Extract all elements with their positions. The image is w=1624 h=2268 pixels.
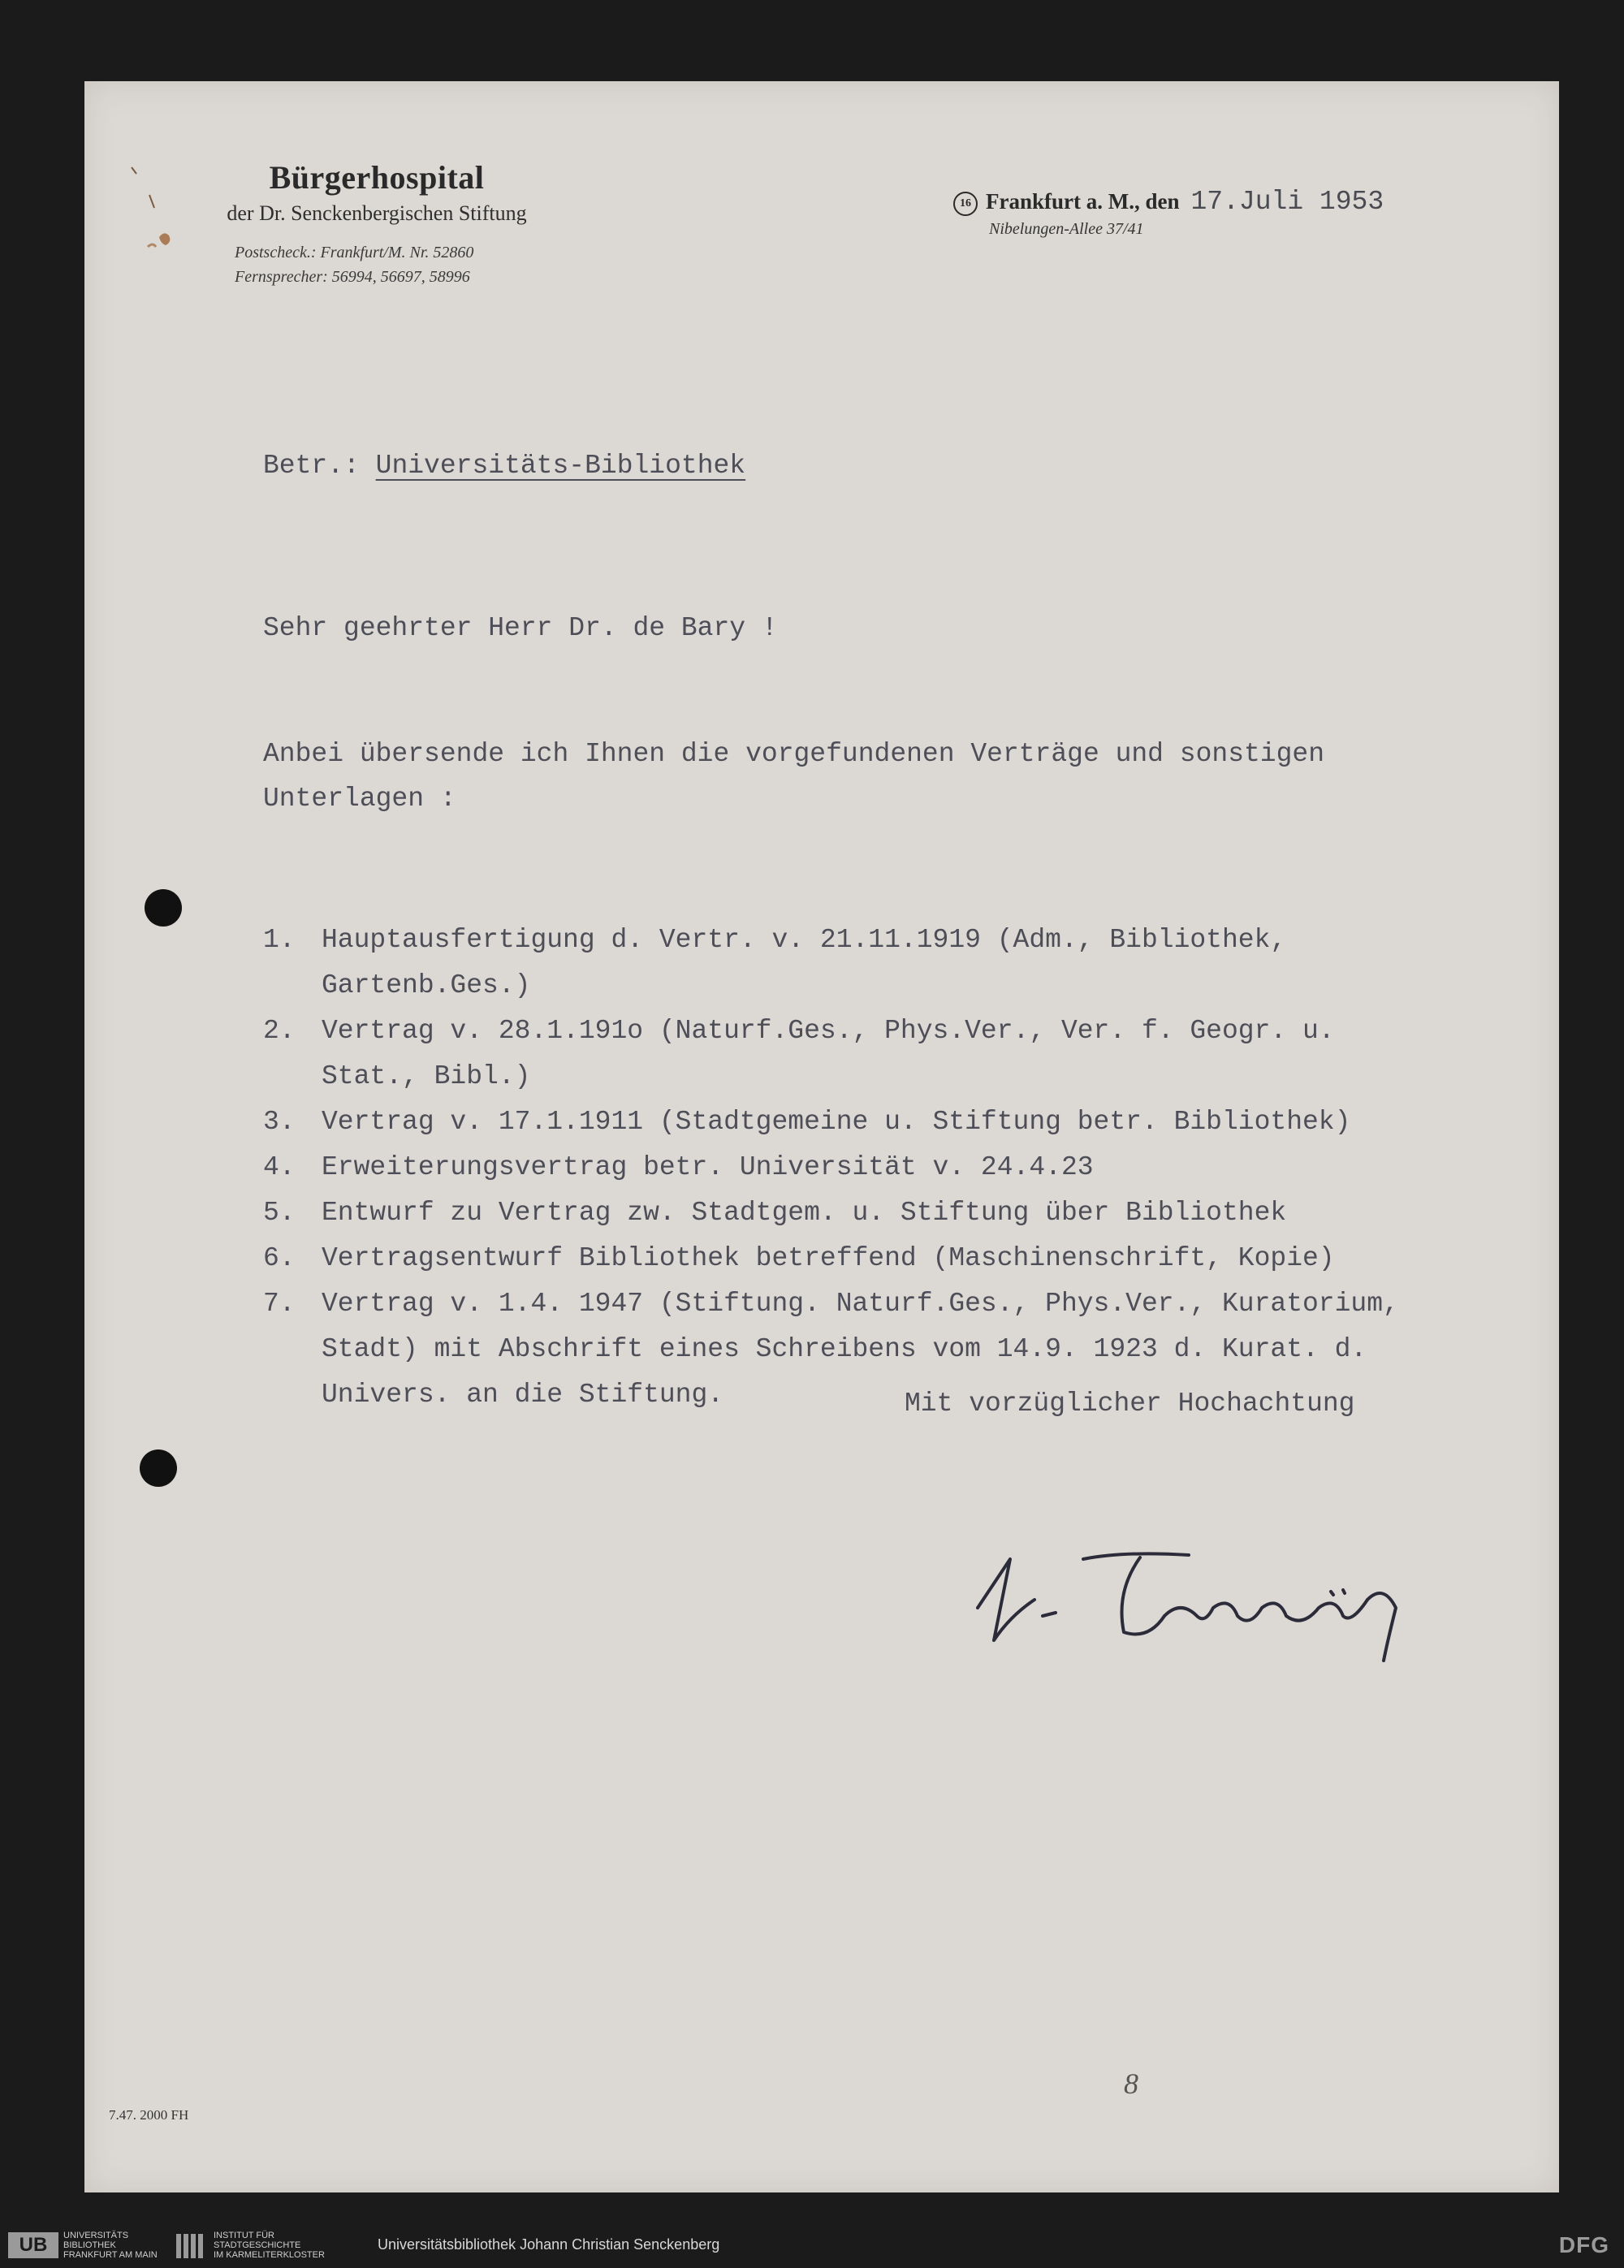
list-item — [263, 918, 1399, 1009]
intro-line-2: Unterlagen : — [263, 784, 456, 814]
intro-line-1: Anbei übersende ich Ihnen die vorgefundenen Verträge und sonstigen — [263, 739, 1325, 769]
item-number: 4. — [263, 1152, 296, 1182]
item-text-cont: Stadt) mit Abschrift eines Schreibens vom 14.9. 1923 d. Kurat. d. — [322, 1334, 1367, 1364]
organization-name: Bürgerhospital — [269, 159, 485, 196]
closing: Mit vorzüglicher Hochachtung — [905, 1389, 1355, 1419]
item-text-cont: Univers. an die Stiftung. — [322, 1380, 724, 1410]
item-number: 3. — [263, 1107, 296, 1137]
street-address: Nibelungen-Allee 37/41 — [989, 220, 1144, 238]
list-item — [263, 1009, 1399, 1099]
page-number: 8 — [1124, 2067, 1138, 2100]
item-number: 6. — [263, 1243, 296, 1273]
item-number: 7. — [263, 1289, 296, 1319]
enclosure-list — [263, 918, 1399, 1418]
item-text: Vertragsentwurf Bibliothek betreffend (Maschinenschrift, Kopie) — [322, 1243, 1335, 1273]
item-text: Vertrag v. 28.1.191o (Naturf.Ges., Phys.Ver., Ver. f. Geogr. u. — [322, 1016, 1335, 1046]
dfg-logo: DFG — [1558, 2232, 1609, 2257]
punch-hole — [140, 1449, 177, 1487]
item-text: Entwurf zu Vertrag zw. Stadtgem. u. Stiftung über Bibliothek — [322, 1198, 1287, 1228]
item-number: 5. — [263, 1198, 296, 1228]
isg-logo-text — [214, 2231, 325, 2260]
letterhead-place-date — [953, 187, 1522, 239]
isg-logo-mark — [175, 2231, 207, 2260]
punch-hole — [145, 889, 182, 927]
list-item — [263, 1145, 1399, 1190]
item-text: Vertrag v. 1.4. 1947 (Stiftung. Naturf.Ges., Phys.Ver., Kuratorium, — [322, 1289, 1399, 1319]
ub-logo — [8, 2229, 162, 2262]
ub-logo-line: BIBLIOTHEK — [63, 2240, 116, 2250]
item-text-cont: Stat., Bibl.) — [322, 1061, 531, 1091]
item-number: 2. — [263, 1016, 296, 1046]
subject-label: Betr.: — [263, 451, 360, 481]
ub-logo-line: UNIVERSITÄTS — [63, 2231, 129, 2240]
phone-line: Fernsprecher: 56994, 56697, 58996 — [235, 268, 470, 286]
print-code: 7.47. 2000 FH — [109, 2107, 189, 2123]
item-text-cont: Gartenb.Ges.) — [322, 970, 531, 1000]
document-page — [84, 81, 1559, 2192]
item-text: Vertrag v. 17.1.1911 (Stadtgemeine u. Stiftung betr. Bibliothek) — [322, 1107, 1351, 1137]
organization-subtitle: der Dr. Senckenbergischen Stiftung — [227, 201, 527, 225]
rust-stain — [125, 162, 182, 252]
district-mark: 16 — [953, 192, 978, 216]
list-item — [263, 1190, 1399, 1236]
handwritten-signature — [961, 1510, 1432, 1665]
isg-logo-line: IM KARMELITERKLOSTER — [214, 2250, 325, 2260]
list-item — [263, 1099, 1399, 1145]
letterhead-sender — [206, 158, 547, 289]
letter-date: 17.Juli 1953 — [1190, 187, 1384, 217]
isg-logo-line: INSTITUT FÜR — [214, 2231, 274, 2240]
city-date-line — [953, 187, 1522, 217]
city-label: Frankfurt a. M., den — [986, 189, 1180, 214]
ub-logo-line: FRANKFURT AM MAIN — [63, 2250, 158, 2260]
isg-logo-line: STADTGESCHICHTE — [214, 2240, 301, 2250]
item-text: Hauptausfertigung d. Vertr. v. 21.11.1919 (Adm., Bibliothek, — [322, 925, 1287, 955]
viewer-footer — [0, 2221, 1624, 2268]
ub-logo-mark: UB — [8, 2232, 58, 2258]
subject-line — [263, 451, 745, 481]
isg-logo — [175, 2229, 353, 2262]
salutation: Sehr geehrter Herr Dr. de Bary ! — [263, 613, 778, 643]
subject-value: Universitäts-Bibliothek — [375, 451, 746, 481]
item-number: 1. — [263, 925, 296, 955]
item-text: Erweiterungsvertrag betr. Universität v. 24.4.23 — [322, 1152, 1094, 1182]
postscheck-line: Postscheck.: Frankfurt/M. Nr. 52860 — [235, 244, 474, 261]
ub-logo-text — [63, 2231, 158, 2260]
list-item — [263, 1236, 1399, 1281]
library-caption: Universitätsbibliothek Johann Christian Senckenberg — [378, 2236, 720, 2253]
